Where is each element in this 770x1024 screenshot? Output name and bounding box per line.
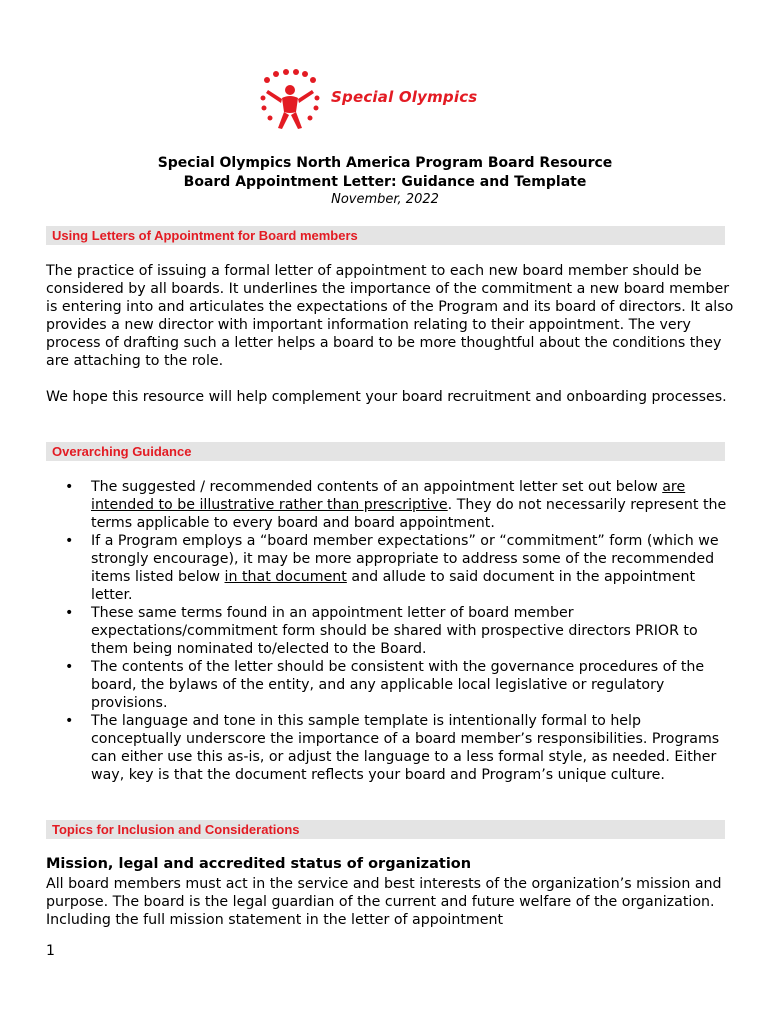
document-date: November, 2022 bbox=[331, 192, 439, 207]
bullet-icon: • bbox=[65, 479, 74, 495]
bullet-text: These same terms found in an appointment letter of board member expectations/commitment form should be shared with prospective directors PRIOR to them being nominated to/elected to the Board. bbox=[91, 605, 698, 657]
list-item bbox=[46, 604, 736, 658]
bullet-text: The language and tone in this sample template is intentionally formal to help conceptually underscore the importance of a board member’s responsibilities. Programs can either use this as-is, or adjust the language to a less formal style, as needed. Either way, key is that the document reflects your board and Program’s unique culture. bbox=[91, 713, 720, 783]
section-heading-overarching-guidance bbox=[46, 442, 725, 461]
bullet-underlined-text: are intended to be illustrative rather than prescriptive bbox=[91, 479, 686, 513]
bullet-text: The contents of the letter should be consistent with the governance procedures of the board, the bylaws of the entity, and any applicable local legislative or regulatory provisions. bbox=[91, 659, 705, 711]
section-heading-label: Topics for Inclusion and Considerations bbox=[52, 822, 300, 837]
bullet-text: and allude to said document in the appointment letter. bbox=[91, 569, 696, 603]
page-number: 1 bbox=[46, 943, 55, 959]
bullet-icon: • bbox=[65, 605, 74, 621]
bullet-text: The suggested / recommended contents of an appointment letter set out below bbox=[91, 479, 663, 495]
list-item bbox=[46, 478, 736, 532]
list-item bbox=[46, 532, 736, 604]
special-olympics-figure-logo-icon bbox=[258, 68, 322, 136]
section-heading-label: Overarching Guidance bbox=[52, 444, 192, 459]
section-heading-using-letters bbox=[46, 226, 725, 245]
section-heading-label: Using Letters of Appointment for Board members bbox=[52, 228, 358, 243]
document-title: Special Olympics North America Program Board Resource bbox=[157, 155, 613, 171]
bullet-underlined-text: in that document bbox=[224, 569, 347, 585]
bullet-icon: • bbox=[65, 659, 74, 675]
document-subtitle: Board Appointment Letter: Guidance and Template bbox=[183, 174, 587, 190]
guidance-bullet-list bbox=[46, 478, 736, 784]
bullet-text: . They do not necessarily represent the terms applicable to every board and board appointment. bbox=[91, 497, 727, 531]
paragraph-intro: The practice of issuing a formal letter of appointment to each new board member should be considered by all boards. It underlines the importance of the commitment a new board member is entering into and articulates the expectations of the Program and its board of directors. It also provides a new director with important information relating to their appointment. The very process of drafting such a letter helps a board to be more thoughtful about the conditions they are attaching to the role. bbox=[46, 263, 734, 369]
bullet-icon: • bbox=[65, 713, 74, 729]
bullet-text: If a Program employs a “board member expectations” or “commitment” form (which we strongly encourage), it may be more appropriate to address some of the recommended items listed below bbox=[91, 533, 719, 585]
list-item bbox=[46, 712, 736, 784]
brand-name: Special Olympics bbox=[331, 88, 478, 106]
list-item bbox=[46, 658, 736, 712]
paragraph-mission: All board members must act in the service and best interests of the organization’s mission and purpose. The board is the legal guardian of the current and future welfare of the organization. Including the full mission statement in the letter of appointment bbox=[46, 876, 722, 928]
bullet-icon: • bbox=[65, 533, 74, 549]
subheading-mission: Mission, legal and accredited status of organization bbox=[46, 856, 472, 872]
paragraph-resource: We hope this resource will help complement your board recruitment and onboarding processes. bbox=[46, 389, 727, 405]
section-heading-topics bbox=[46, 820, 725, 839]
